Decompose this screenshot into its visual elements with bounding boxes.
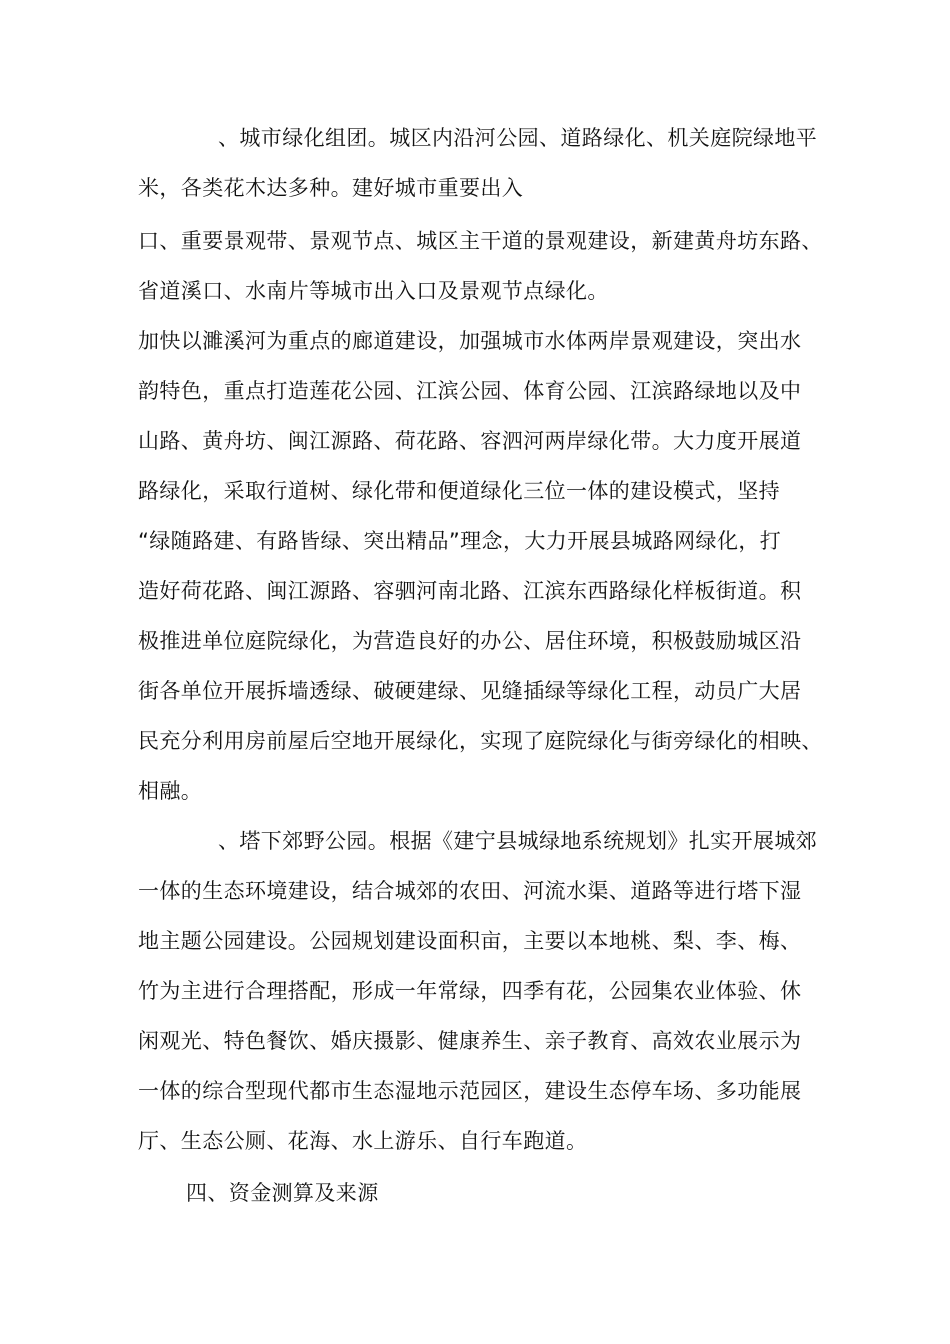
paragraph-line: 闲观光、特色餐饮、婚庆摄影、健康养生、亲子教育、高效农业展示为 — [138, 1029, 802, 1053]
paragraph-line: 街各单位开展拆墙透绿、破硬建绿、见缝插绿等绿化工程，动员广大居 — [138, 679, 802, 703]
paragraph-line: 竹为主进行合理搭配，形成一年常绿，四季有花，公园集农业体验、休 — [138, 979, 802, 1003]
paragraph-line: 路绿化，采取行道树、绿化带和便道绿化三位一体的建设模式，坚持 — [138, 479, 780, 503]
paragraph-line: 民充分利用房前屋后空地开展绿化，实现了庭院绿化与街旁绿化的相映、 — [138, 729, 823, 753]
paragraph-line: 一体的生态环境建设，结合城郊的农田、河流水渠、道路等进行塔下湿 — [138, 879, 802, 903]
paragraph-line: 造好荷花路、闽江源路、容驷河南北路、江滨东西路绿化样板街道。积 — [138, 579, 802, 603]
paragraph-line: 、城市绿化组团。城区内沿河公园、道路绿化、机关庭院绿地平 — [218, 126, 818, 150]
section-heading: 四、资金测算及来源 — [186, 1181, 379, 1205]
paragraph-line: 极推进单位庭院绿化，为营造良好的办公、居住环境，积极鼓励城区沿 — [138, 629, 802, 653]
paragraph-line: 相融。 — [138, 779, 203, 803]
paragraph-line: 加快以濉溪河为重点的廊道建设，加强城市水体两岸景观建设，突出水 — [138, 329, 802, 353]
paragraph-line: 米，各类花木达多种。建好城市重要出入 — [138, 176, 524, 200]
paragraph-line: 省道溪口、水南片等城市出入口及景观节点绿化。 — [138, 279, 609, 303]
paragraph-line: 韵特色，重点打造莲花公园、江滨公园、体育公园、江滨路绿地以及中 — [138, 379, 802, 403]
paragraph-line: 地主题公园建设。公园规划建设面积亩，主要以本地桃、梨、李、梅、 — [138, 929, 802, 953]
paragraph-line: 厅、生态公厕、花海、水上游乐、自行车跑道。 — [138, 1129, 588, 1153]
paragraph-line: 一体的综合型现代都市生态湿地示范园区，建设生态停车场、多功能展 — [138, 1079, 802, 1103]
paragraph-line: 、塔下郊野公园。根据《建宁县城绿地系统规划》扎实开展城郊 — [218, 829, 818, 853]
paragraph-line: “绿随路建、有路皆绿、突出精品”理念，大力开展县城路网绿化，打 — [138, 529, 782, 553]
paragraph-line: 口、重要景观带、景观节点、城区主干道的景观建设，新建黄舟坊东路、 — [138, 229, 823, 253]
paragraph-line: 山路、黄舟坊、闽江源路、荷花路、容泗河两岸绿化带。大力度开展道 — [138, 429, 802, 453]
